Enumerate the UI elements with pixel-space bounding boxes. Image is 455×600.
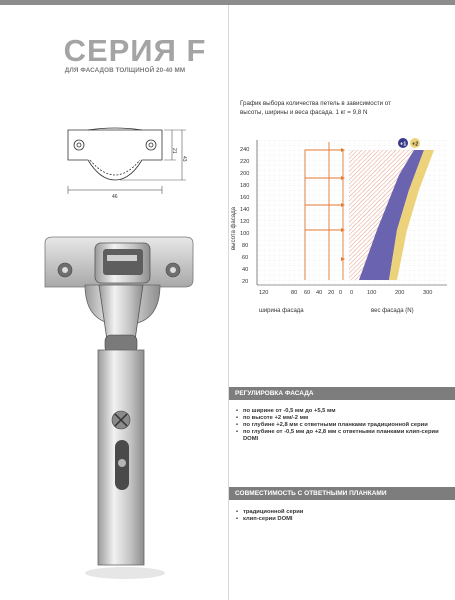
x-tick-right: 100 [367, 290, 377, 296]
x-tick-right: 300 [423, 290, 433, 296]
y-tick: 240 [240, 147, 250, 153]
y-tick-labels [240, 147, 249, 285]
y-tick: 220 [240, 159, 250, 165]
dim-width-label: 46 [112, 194, 118, 200]
y-tick: 100 [240, 231, 250, 237]
compat-heading: СОВМЕСТИМОСТЬ С ОТВЕТНЫМИ ПЛАНКАМИ [229, 487, 455, 500]
x-tick-right: 200 [395, 290, 405, 296]
adjust-list [236, 408, 446, 443]
dim-depth1-label: 21 [171, 148, 177, 154]
adjust-heading: РЕГУЛИРОВКА ФАСАДА [229, 387, 455, 400]
x-tick-left: 80 [291, 290, 298, 296]
y-axis-label: высота фасада [231, 207, 237, 250]
x-tick-left: 120 [259, 290, 269, 296]
list-item: • по высоте +2 мм/-2 мм [236, 415, 446, 422]
badge-plus2: +2 [412, 141, 419, 148]
right-x-tick-labels [350, 290, 432, 296]
y-tick: 60 [242, 255, 249, 261]
y-tick: 40 [242, 267, 249, 273]
hinge-chart [229, 130, 455, 320]
hinge-photo [35, 225, 210, 585]
x-tick-left: 20 [328, 290, 335, 296]
dim-depth2-label: 43 [181, 156, 187, 162]
list-item: • клип-серии DOMI [236, 516, 446, 523]
x-tick-left: 40 [316, 290, 323, 296]
list-item: • традиционной серии [236, 509, 446, 516]
x-tick-left: 60 [304, 290, 311, 296]
y-tick: 80 [242, 243, 249, 249]
y-tick: 160 [240, 195, 250, 201]
y-tick: 180 [240, 183, 250, 189]
chart-caption: График выбора количества петель в зависимости от высоты, ширины и веса фасада. 1 кг = 9,8 N [240, 100, 391, 116]
list-item: • по ширине от -0,5 мм до +5,5 мм [236, 408, 446, 415]
y-tick: 20 [242, 279, 249, 285]
page-title: СЕРИЯ F [63, 33, 207, 68]
x-axis-label-weight: вес фасада (N) [371, 308, 414, 314]
x-tick-left: 0 [339, 290, 343, 296]
x-tick-right: 0 [350, 290, 354, 296]
badge-plus1: +1 [400, 141, 407, 148]
list-item: • по глубине от -0,5 мм до +2,8 мм с ответными планками клип-серии DOMI [236, 429, 446, 443]
page-subtitle: ДЛЯ ФАСАДОВ ТОЛЩИНОЙ 20-40 ММ [64, 67, 186, 74]
left-x-tick-labels [259, 290, 342, 296]
hinge-drawing [60, 120, 195, 205]
y-tick: 200 [240, 171, 250, 177]
list-item: • по глубине +2,8 мм с ответными планками традиционной серии [236, 422, 446, 429]
compat-list [236, 509, 446, 523]
x-axis-label-width: ширина фасада [259, 308, 304, 314]
y-tick: 140 [240, 207, 250, 213]
y-tick: 120 [240, 219, 250, 225]
